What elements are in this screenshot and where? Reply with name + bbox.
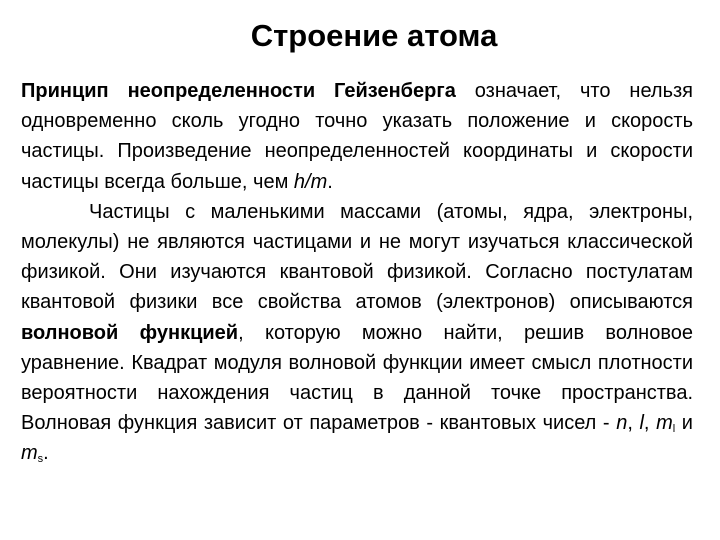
paragraph-heisenberg: [21, 76, 693, 197]
term-heisenberg-principle: Принцип неопределенности Гейзенберга: [21, 80, 456, 102]
term-wave-function: волновой функцией: [21, 321, 239, 344]
conjunction-and: и: [675, 412, 693, 435]
quantum-number-l: l: [639, 412, 644, 435]
slide-title: Строение атома: [250, 18, 498, 53]
separator-1: ,: [627, 412, 640, 435]
quantum-number-ml-subscript: l: [672, 423, 676, 436]
quantum-number-ml: m: [656, 412, 673, 435]
paragraph-heisenberg-end: .: [327, 170, 333, 193]
slide-body: [21, 76, 693, 469]
paragraph-wave-text-after: , которую можно найти, решив волновое уравнение. Квадрат модуля волновой функции имеет смысл плотности вероятности нахождения частиц в данной точке пространства. Волновая функция зависит от параметров - квантовых чисел -: [21, 321, 693, 435]
paragraph-wave-function: [21, 197, 693, 469]
paragraph-wave-text-before: Частицы с маленькими массами (атомы, ядра, электроны, молекулы) не являются частицами и не могут изучаться классической физикой. Они изучаются квантовой физикой. Согласно постулатам квантовой физики все свойства атомов (электронов) описываются: [21, 200, 693, 314]
quantum-number-ms-subscript: s: [37, 453, 44, 466]
quantum-number-n: n: [616, 412, 628, 435]
separator-2: ,: [643, 412, 657, 435]
quantum-number-ms: m: [21, 442, 38, 465]
paragraph-wave-end: .: [43, 442, 49, 465]
paragraph-heisenberg-text: означает, что нельзя одновременно сколь угодно точно указать положение и скорость частицы. Произведение неопределенностей координаты и скорости частицы всегда больше, чем: [21, 80, 693, 193]
formula-h-over-m: h/m: [293, 170, 328, 193]
